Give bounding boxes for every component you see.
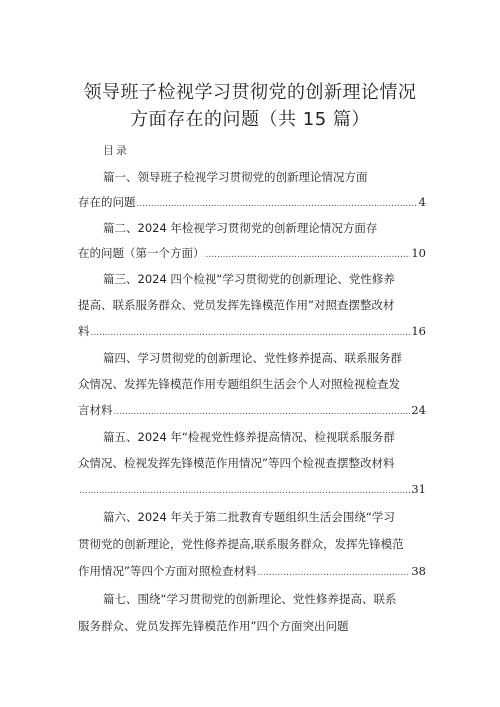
toc-entry-3-last-line[interactable] (78, 324, 426, 340)
toc-entry-2-page: 10 (411, 246, 426, 260)
toc-entry-1-last-line[interactable] (78, 195, 426, 211)
toc-entry-2-last-line[interactable] (78, 246, 426, 262)
toc-entry-5-line-1[interactable]: 篇五、2024 年“检视党性修养提高情况、检视联系服务群 (103, 430, 395, 444)
toc-entry-6-last-line[interactable] (78, 564, 426, 580)
toc-entry-6-tail: 作用情况”等四个方面对照检查材料 (78, 564, 257, 578)
toc-entry-3-tail: 料 (78, 324, 90, 338)
toc-entry-3-line-2[interactable]: 提高、联系服务群众、党员发挥先锋模范作用”对照查摆整改材 (78, 298, 395, 312)
toc-entry-1-line-1[interactable]: 篇一、领导班子检视学习贯彻党的创新理论情况方面 (103, 170, 368, 184)
document-title-line-1: 领导班子检视学习贯彻党的创新理论情况 (83, 82, 417, 103)
toc-heading: 目录 (103, 144, 129, 157)
dot-leader (79, 484, 410, 498)
toc-entry-2-line-1[interactable]: 篇二、2024 年检视学习贯彻党的创新理论情况方面存 (103, 221, 378, 235)
toc-entry-4-line-2[interactable]: 众情况、发挥先锋模范作用专题组织生活会个人对照检视检查发 (78, 377, 400, 391)
toc-entry-5-page: 31 (411, 482, 426, 496)
toc-entry-3-page: 16 (411, 324, 426, 338)
document-title-line-2: 方面存在的问题（共 15 篇） (130, 109, 370, 130)
toc-entry-7-line-2[interactable]: 服务群众、党员发挥先锋模范作用”四个方面突出问题 (78, 619, 349, 633)
dot-leader (257, 566, 410, 580)
toc-entry-5-line-2[interactable]: 众情况、检视发挥先锋模范作用情况”等四个检视查摆整改材料 (78, 456, 395, 470)
toc-entry-6-line-2[interactable]: 贯彻党的创新理论，党性修养提高,联系服务群众，发挥先锋模范 (78, 537, 404, 551)
toc-entry-3-line-1[interactable]: 篇三、2024 四个检视“学习贯彻党的创新理论、党性修养 (103, 272, 395, 286)
dot-leader (114, 405, 411, 419)
toc-entry-6-line-1[interactable]: 篇六、2024 年关于第二批教育专题组织生活会围绕“学习 (103, 510, 395, 524)
toc-entry-4-tail: 言材料 (78, 403, 113, 417)
toc-entry-1-page: 4 (418, 195, 426, 209)
toc-entry-4-page: 24 (411, 403, 426, 417)
toc-entry-5-last-line[interactable] (78, 482, 426, 498)
toc-entry-4-line-1[interactable]: 篇四、学习贯彻党的创新理论、党性修养提高、联系服务群 (103, 351, 402, 365)
dot-leader (91, 326, 411, 340)
toc-entry-6-page: 38 (411, 564, 426, 578)
toc-entry-1-tail: 存在的问题 (78, 195, 136, 209)
toc-entry-4-last-line[interactable] (78, 403, 426, 419)
dot-leader (137, 197, 418, 211)
dot-leader (206, 248, 411, 262)
toc-entry-2-tail: 在的问题（第一个方面） (78, 246, 205, 260)
toc-entry-7-line-1[interactable]: 篇七、围绕“学习贯彻党的创新理论、党性修养提高、联系 (103, 592, 397, 606)
